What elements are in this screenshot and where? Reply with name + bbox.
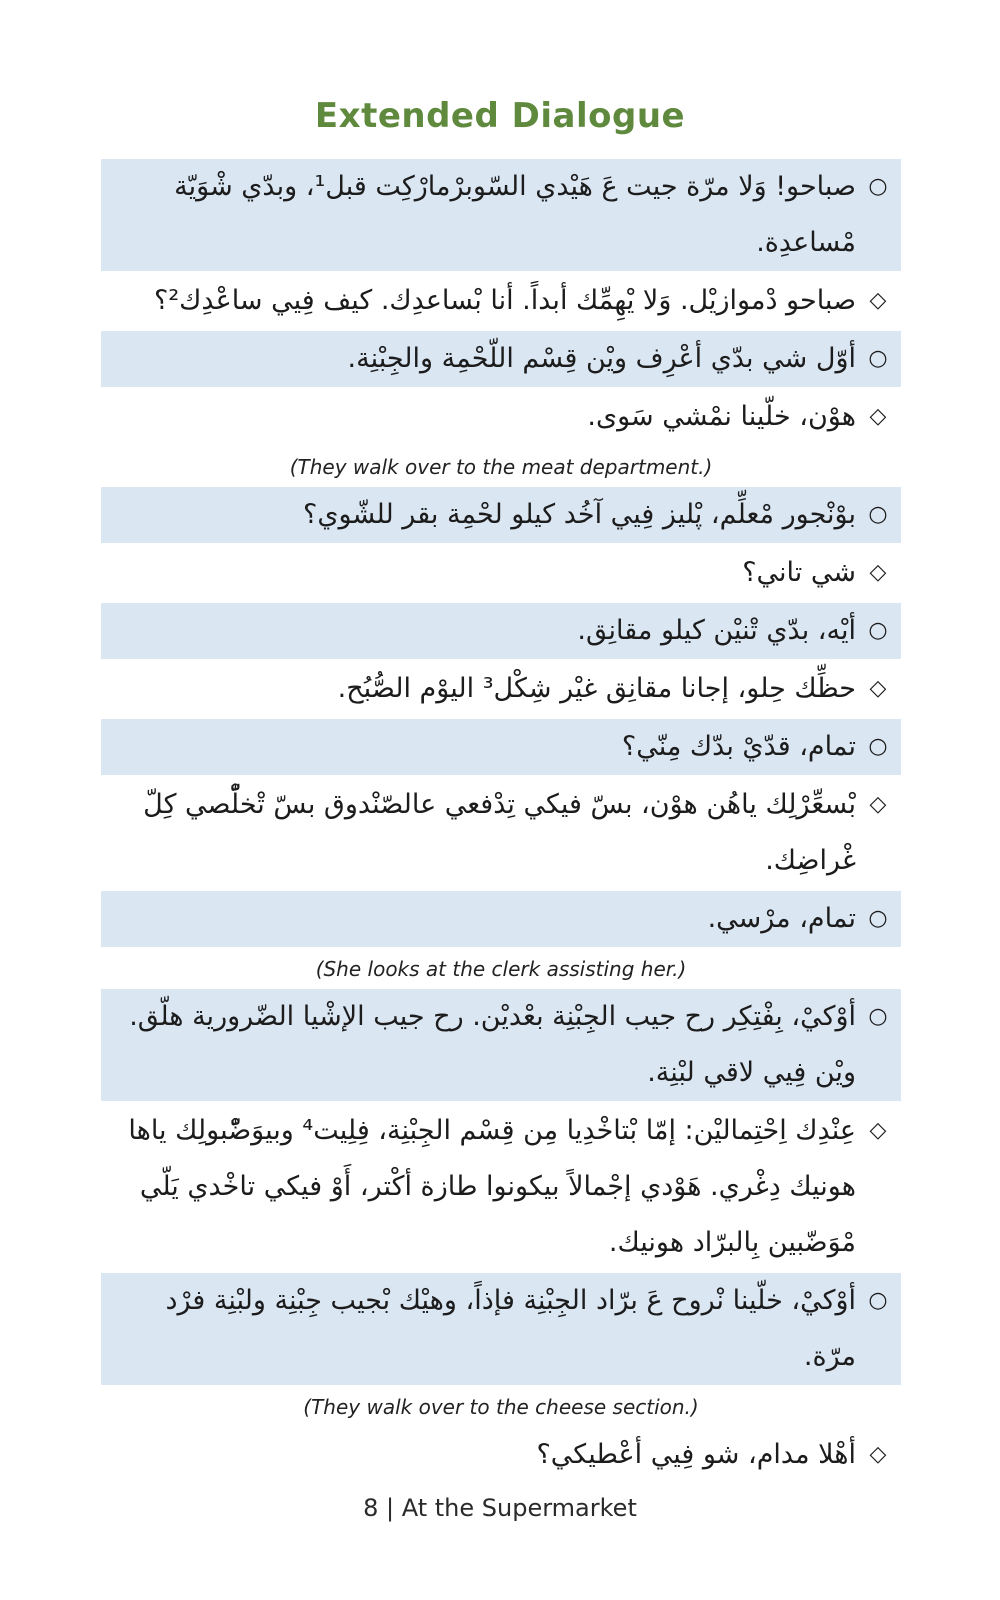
circle-bullet-icon xyxy=(867,487,889,543)
dialogue-text: بْسعِّرْلِك ياهُن هوْن، بسّ فيكي تِدْفعي عالصّنْدوق بسّ تْخلّْصي كِلّ غْراضِك. xyxy=(143,789,856,876)
diamond-bullet-icon xyxy=(867,777,889,833)
dialogue-line-clerk xyxy=(101,545,901,601)
circle-bullet-icon xyxy=(867,331,889,387)
dialogue-text: هوْن، خلّينا نمْشي سَوى. xyxy=(587,401,856,432)
diamond-bullet-icon xyxy=(867,1427,889,1483)
dialogue-text: أوّل شي بدّي أعْرِف ويْن قِسْم اللّحْمِة والجِبْنِة. xyxy=(347,343,856,374)
dialogue-line-clerk xyxy=(101,777,901,889)
stage-direction: (They walk over to the cheese section.) xyxy=(303,1395,699,1419)
dialogue-text: عِنْدِك اِحْتِماليْن: إمّا بْتاخْدِيا مِن قِسْم الجِبْنِة، فِلِيت⁴ وبيوَضّْبولِك ياها هونيك دِغْري. هَوْدي إجْمالاً بيكونوا طازة أكْتر، أَوْ فيكي تاخْدي يَلّي مْوَضّبين بِالبرّاد هونيك. xyxy=(128,1115,856,1258)
circle-bullet-icon xyxy=(867,719,889,775)
dialogue-line-customer xyxy=(101,603,901,659)
dialogue-text: صباحو دْموازيْل. وَلا يْهِمِّك أبداً. أنا بْساعدِك. كيف فِيي ساعْدِك²؟ xyxy=(154,285,856,316)
diamond-bullet-icon xyxy=(867,389,889,445)
dialogue-text: شي تاني؟ xyxy=(742,557,856,588)
dialogue-text: تمام، مرْسي. xyxy=(707,903,856,934)
circle-bullet-icon xyxy=(867,891,889,947)
circle-bullet-icon xyxy=(867,159,889,215)
circle-bullet-icon xyxy=(867,989,889,1045)
stage-direction: (They walk over to the meat department.) xyxy=(289,455,713,479)
page-title: Extended Dialogue xyxy=(314,96,686,136)
circle-bullet-icon xyxy=(867,1273,889,1329)
dialogue-text: أهْلا مدام، شو فِيي أعْطيكي؟ xyxy=(536,1439,856,1470)
dialogue-line-clerk xyxy=(101,1427,901,1483)
diamond-bullet-icon xyxy=(867,661,889,717)
dialogue-line-customer xyxy=(101,989,901,1101)
stage-direction: (She looks at the clerk assisting her.) xyxy=(315,957,687,981)
dialogue-line-customer xyxy=(101,487,901,543)
dialogue-line-clerk xyxy=(101,661,901,717)
dialogue-line-customer xyxy=(101,331,901,387)
dialogue-text: أوْكيْ، بِفْتِكِر رح جيب الجِبْنِة بعْديْن. رح جيب الإشْيا الضّرورية هلّق. ويْن فِيي لاقي لبْنِة. xyxy=(129,1001,856,1088)
dialogue-text: صباحو! وَلا مرّة جيت عَ هَيْدي السّوبرْمارْكِت قبل¹، وبدّي شْوَيّة مْساعدِة. xyxy=(174,171,856,258)
dialogue-text: حظِّك حِلو، إجانا مقانِق غيْر شِكْل³ اليوْم الصُّبُح. xyxy=(337,673,856,704)
dialogue-line-customer xyxy=(101,719,901,775)
dialogue-text: أوْكيْ، خلّينا نْروح عَ برّاد الجِبْنِة فإذاً، وهيْك بْجيب جِبْنِة ولبْنِة فرْد مرّة. xyxy=(165,1285,856,1372)
dialogue-text: بوْنْجور مْعلِّم، پْليز فِيي آخُد كيلو لحْمِة بقر للشّوي؟ xyxy=(303,499,856,530)
dialogue-line-customer xyxy=(101,159,901,271)
dialogue-line-customer xyxy=(101,1273,901,1385)
diamond-bullet-icon xyxy=(867,273,889,329)
dialogue-line-clerk xyxy=(101,1103,901,1271)
dialogue-line-customer xyxy=(101,891,901,947)
dialogue-line-clerk xyxy=(101,273,901,329)
diamond-bullet-icon xyxy=(867,545,889,601)
diamond-bullet-icon xyxy=(867,1103,889,1159)
page-footer: 8 | At the Supermarket xyxy=(363,1494,637,1522)
dialogue-text: أيْه، بدّي تْنيْن كيلو مقانِق. xyxy=(577,615,856,646)
circle-bullet-icon xyxy=(867,603,889,659)
dialogue xyxy=(101,159,901,1485)
dialogue-line-clerk xyxy=(101,389,901,445)
dialogue-text: تمام، قدّيْ بدّك مِنّي؟ xyxy=(621,731,856,762)
